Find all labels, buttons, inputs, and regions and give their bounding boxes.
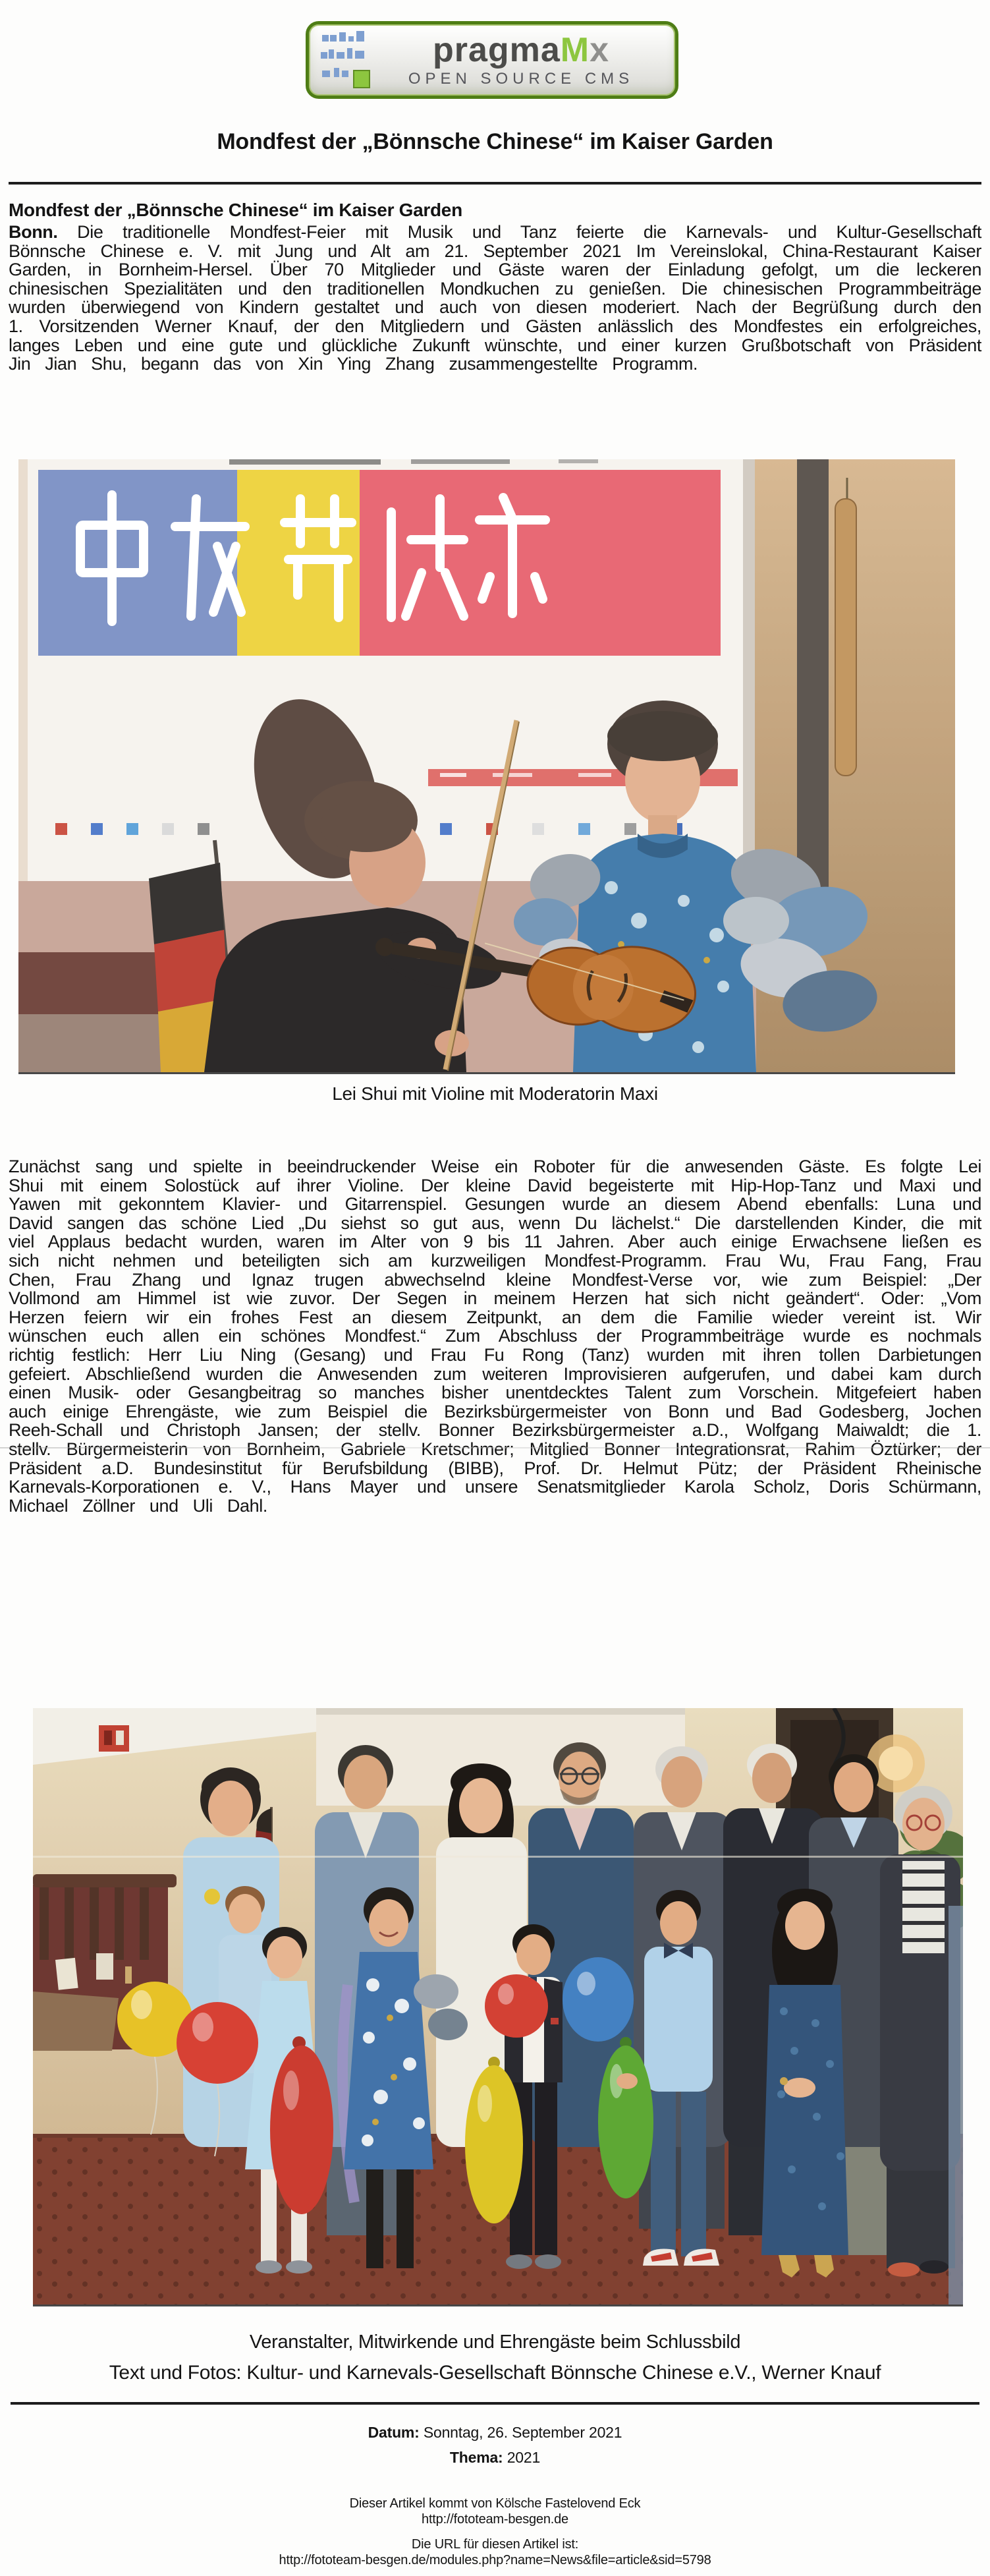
photo-violin-performance bbox=[18, 459, 955, 1074]
logo-subtitle: OPEN SOURCE CMS bbox=[408, 70, 634, 88]
logo-brand-name: pragmaMx bbox=[432, 31, 610, 69]
photo-violin-performance-illustration bbox=[18, 459, 955, 1072]
photo1-caption: Lei Shui mit Violine mit Moderatorin Maxi bbox=[332, 1083, 658, 1104]
source-line: Dieser Artikel kommt von Kölsche Fastelovend Eck bbox=[349, 2496, 641, 2511]
article-url-label: Die URL für diesen Artikel ist: bbox=[411, 2537, 579, 2552]
photo-group-final bbox=[33, 1708, 963, 2306]
article-date: Datum: Sonntag, 26. September 2021 bbox=[368, 2424, 622, 2441]
article-lead-block bbox=[9, 200, 981, 374]
article-url: http://fototeam-besgen.de/modules.php?name=News&file=article&sid=5798 bbox=[279, 2553, 711, 2567]
dateline: Bonn. bbox=[9, 222, 58, 242]
top-divider bbox=[9, 182, 981, 185]
article-paragraph-1: Bonn. Die traditionelle Mondfest-Feier mit Musik und Tanz feierte die Karnevals- und Kultur-Gesellschaft Bönnsche Chinese e. V. mit Jung und Alt am 21. September 2021 Im Vereinslokal, China-Restaurant Kaiser Garden, in Bornheim-Hersel. Über 70 Mitglieder und Gäste waren der Einladung gefolgt, um die leckeren chinesischen Spezialitäten und den traditionellen Mondkuchen zu genießen. Die chinesischen Programmbeiträge wurden überwiegend von Kindern gestaltet und auch von diesen moderiert. Nach der Begrüßung durch den 1. Vorsitzenden Werner Knauf, der den Mitgliedern und Gästen anlässlich des Mondfestes ein erfolgreiches, langes Leben und eine gute und glückliche Zukunft wünschte, und einer kurzen Grußbotschaft von Präsident Jin Jian Shu, begann das von Xin Ying Zhang zusammengestellte Programm. bbox=[9, 222, 982, 374]
bottom-divider bbox=[11, 2402, 979, 2405]
pragmamx-pixel-icon bbox=[319, 30, 377, 90]
article-paragraph-2: Zunächst sang und spielte in beeindruckender Weise ein Roboter für die anwesenden Gäste. Es folgte Lei Shui mit einem Solostück auf ihrer Violine. Der kleine David begeisterte mit Hip-Hop-Tanz und Maxi und Yawen mit gekonntem Klavier- und Gitarrenspiel. Gesungen wurde an diesem Abend ebenfalls: Luna und David sangen das schöne Lied „Du siehst so gut aus, wenn Du lächelst.“ Die darstellenden Kinder, die mit viel Applaus bedacht wurden, waren im Alter von 9 bis 11 Jahren. Aber auch einige Erwachsene ließen es sich nicht nehmen und beteiligten sich am kurzweiligen Mondfest-Programm. Frau Wu, Frau Fang, Frau Chen, Frau Zhang und Ignaz trugen abwechselnd kleine Mondfest-Verse vor, wie zum Beispiel: „Der Vollmond am Himmel ist wie zuvor. Der Segen in meinem Herzen hat sich nicht geändert“. Oder: „Vom Herzen feiern wir ein frohes Fest an diesem Zeitpunkt, an dem die Familie wieder vereint ist. Wir wünschen euch allen ein schönes Mondfest.“ Zum Abschluss der Programmbeiträge wurde es nochmals richtig festlich: Herr Liu Ning (Gesang) und Frau Fu Rong (Tanz) wurden mit ihren tollen Darbietungen gefeiert. Abschließend wurden die Anwesenden zum weiteren Improvisieren aufgerufen, und dabei kam durch einen Musik- oder Gesangbeitrag so manches bisher unentdecktes Talent zum Vorschein. Mitgefeiert haben auch einige Ehrengäste, wie zum Beispiel die Bezirksbürgermeister von Bonn und Bad Godesberg, Jochen Reeh-Schall und Christoph Jansen; der stellv. Bonner Bezirksbürgermeister a.D., Wolfgang Maiwaldt; die 1. stellv. Bürgermeisterin von Bornheim, Gabriele Kretschmer; Mitglied Bonner Integrationsrat, Rahim Öztürker; der Präsident a.D. Bundesinstitut für Berufsbildung (BIBB), Prof. Dr. Helmut Pütz; der Präsident Rheinische Karnevals-Korporationen e. V., Hans Mayer und unsere Senatsmitglieder Karola Scholz, Doris Schürmann, Michael Zöllner und Uli Dahl. bbox=[9, 1157, 981, 1516]
article-heading: Mondfest der „Bönnsche Chinese“ im Kaiser Garden bbox=[9, 200, 462, 220]
date-label: Datum: bbox=[368, 2424, 420, 2441]
article-topic: Thema: 2021 bbox=[449, 2449, 541, 2466]
pragmamx-logo-text bbox=[377, 33, 665, 87]
photo2-credit: Text und Fotos: Kultur- und Karnevals-Gesellschaft Bönnsche Chinese e.V., Werner Knauf bbox=[109, 2362, 881, 2384]
source-url: http://fototeam-besgen.de bbox=[422, 2512, 568, 2527]
pragmamx-logo bbox=[306, 21, 678, 99]
topic-label: Thema: bbox=[449, 2449, 503, 2466]
photo-group-final-illustration bbox=[33, 1708, 963, 2304]
photo2-caption: Veranstalter, Mitwirkende und Ehrengäste beim Schlussbild bbox=[249, 2332, 741, 2353]
page-title: Mondfest der „Bönnsche Chinese“ im Kaiser Garden bbox=[217, 129, 773, 154]
scan-artifact-line bbox=[0, 1447, 990, 1448]
